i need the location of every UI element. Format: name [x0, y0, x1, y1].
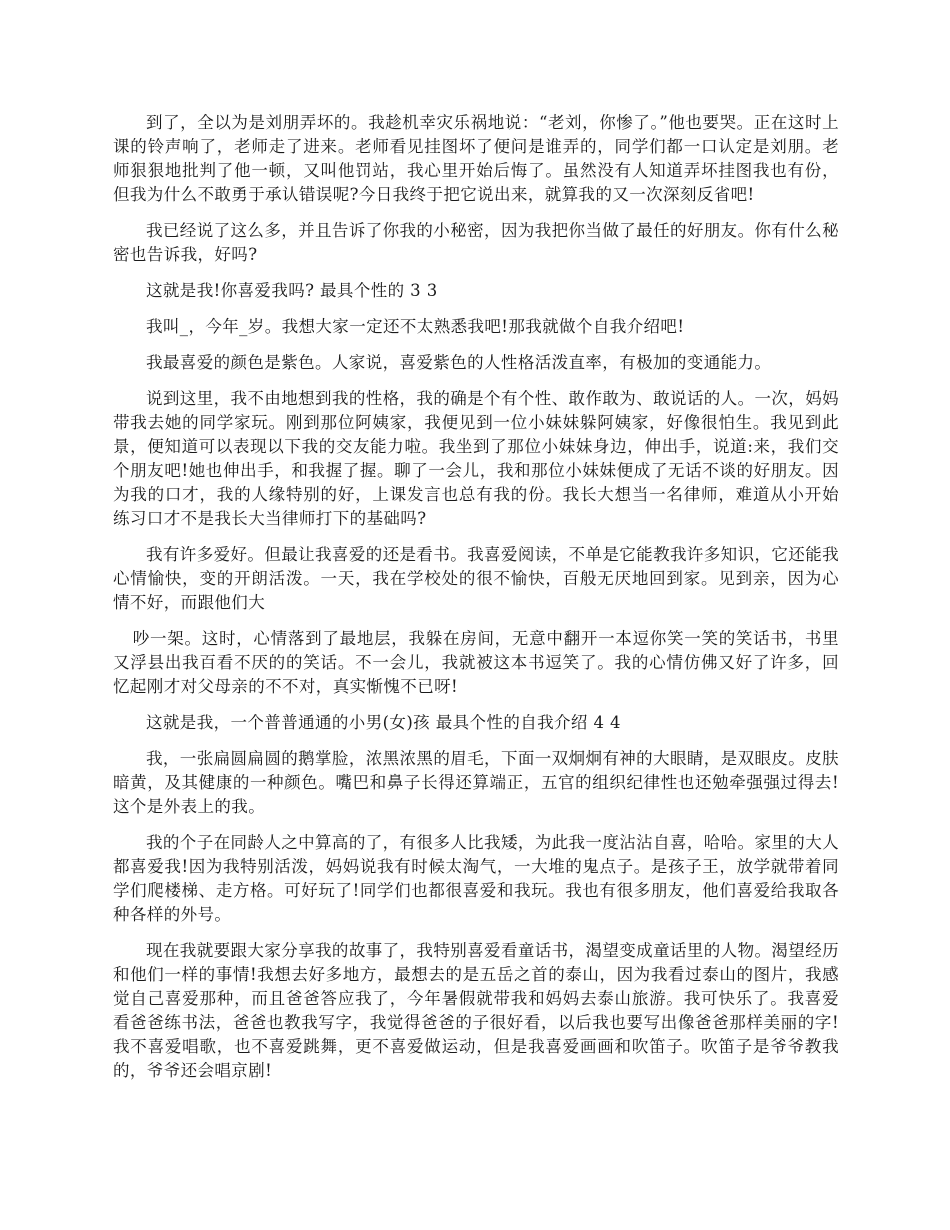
paragraph-secret: 我已经说了这么多，并且告诉了你我的小秘密，因为我把你当做了最任的好朋友。你有什么秘密也告诉我，好吗? [113, 221, 839, 264]
document-body [113, 111, 839, 1095]
paragraph-hobbies: 我有许多爱好。但最让我喜爱的还是看书。我喜爱阅读，不单是它能教我许多知识，它还能我心情愉快，变的开朗活泼。一天，我在学校处的很不愉快，百般无厌地回到家。见到亲，因为心情不好，而跟他们大 [113, 545, 839, 612]
paragraph-joke-book: 吵一架。这时，心情落到了最地层，我躲在房间，无意中翻开一本逗你笑一笑的笑话书，书里又浮县出我百看不厌的的笑话。不一会儿，我就被这本书逗笑了。我的心情仿佛又好了许多，回忆起刚才对父母亲的不不对，真实惭愧不已呀! [113, 629, 839, 696]
paragraph-stories: 现在我就要跟大家分享我的故事了，我特别喜爱看童话书，渴望变成童话里的人物。渴望经历和他们一样的事情!我想去好多地方，最想去的是五岳之首的泰山，因为我看过泰山的图片，我感觉自己喜爱那种，而且爸爸答应我了，今年暑假就带我和妈妈去泰山旅游。我可快乐了。我喜爱看爸爸练书法，爸爸也教我写字，我觉得爸爸的子很好看，以后我也要写出像爸爸那样美丽的字!我不喜爱唱歌，也不喜爱跳舞，更不喜爱做运动，但是我喜爱画画和吹笛子。吹笛子是爷爷教我的，爷爷还会唱京剧! [113, 941, 839, 1080]
section-heading-4: 这就是我，一个普普通通的小男(女)孩 最具个性的自我介绍 4 4 [146, 713, 621, 732]
paragraph-appearance: 我，一张扁圆扁圆的鹅掌脸，浓黑浓黑的眉毛，下面一双炯炯有神的大眼睛，是双眼皮。皮肤暗黄，及其健康的一种颜色。嘴巴和鼻子长得还算端正，五官的组织纪律性也还勉牵强强过得去!这个是外表上的我。 [113, 749, 839, 816]
section-heading-3: 这就是我!你喜爱我吗? 最具个性的 3 3 [146, 281, 438, 300]
paragraph-intro-name: 我叫_，今年_岁。我想大家一定还不太熟悉我吧!那我就做个自我介绍吧! [146, 317, 685, 336]
paragraph-regret-story: 到了，全以为是刘朋弄坏的。我趁机幸灾乐祸地说：“老刘，你惨了。”他也要哭。正在这时上课的铃声响了，老师走了进来。老师看见挂图坏了便问是谁弄的，同学们都一口认定是刘朋。老师狠狠地批判了他一顿，又叫他罚站，我心里开始后悔了。虽然没有人知道弄坏挂图我也有份，但我为什么不敢勇于承认错误呢?今日我终于把它说出来，就算我的又一次深刻反省吧! [113, 113, 839, 204]
paragraph-favorite-color: 我最喜爱的颜色是紫色。人家说，喜爱紫色的人性格活泼直率，有极加的变通能力。 [146, 353, 772, 372]
paragraph-personality: 说到这里，我不由地想到我的性格，我的确是个有个性、敢作敢为、敢说话的人。一次，妈妈带我去她的同学家玩。刚到那位阿姨家，我便见到一位小妹妹躲阿姨家，好像很怕生。我见到此景，便知道可以表现以下我的交友能力啦。我坐到了那位小妹妹身边，伸出手，说道:来，我们交个朋友吧!她也伸出手，和我握了握。聊了一会儿，我和那位小妹妹便成了无话不谈的好朋友。因为我的口才，我的人缘特别的好，上课发言也总有我的份。我长大想当一名律师，难道从小开始练习口才不是我长大当律师打下的基础吗? [113, 389, 839, 528]
paragraph-height-friends: 我的个子在同龄人之中算高的了，有很多人比我矮，为此我一度沾沾自喜，哈哈。家里的大人都喜爱我!因为我特别活泼，妈妈说我有时候太淘气，一大堆的鬼点子。是孩子王，放学就带着同学们爬楼梯、走方格。可好玩了!同学们也都很喜爱和我玩。我也有很多朋友，他们喜爱给我取各种各样的外号。 [113, 833, 839, 924]
